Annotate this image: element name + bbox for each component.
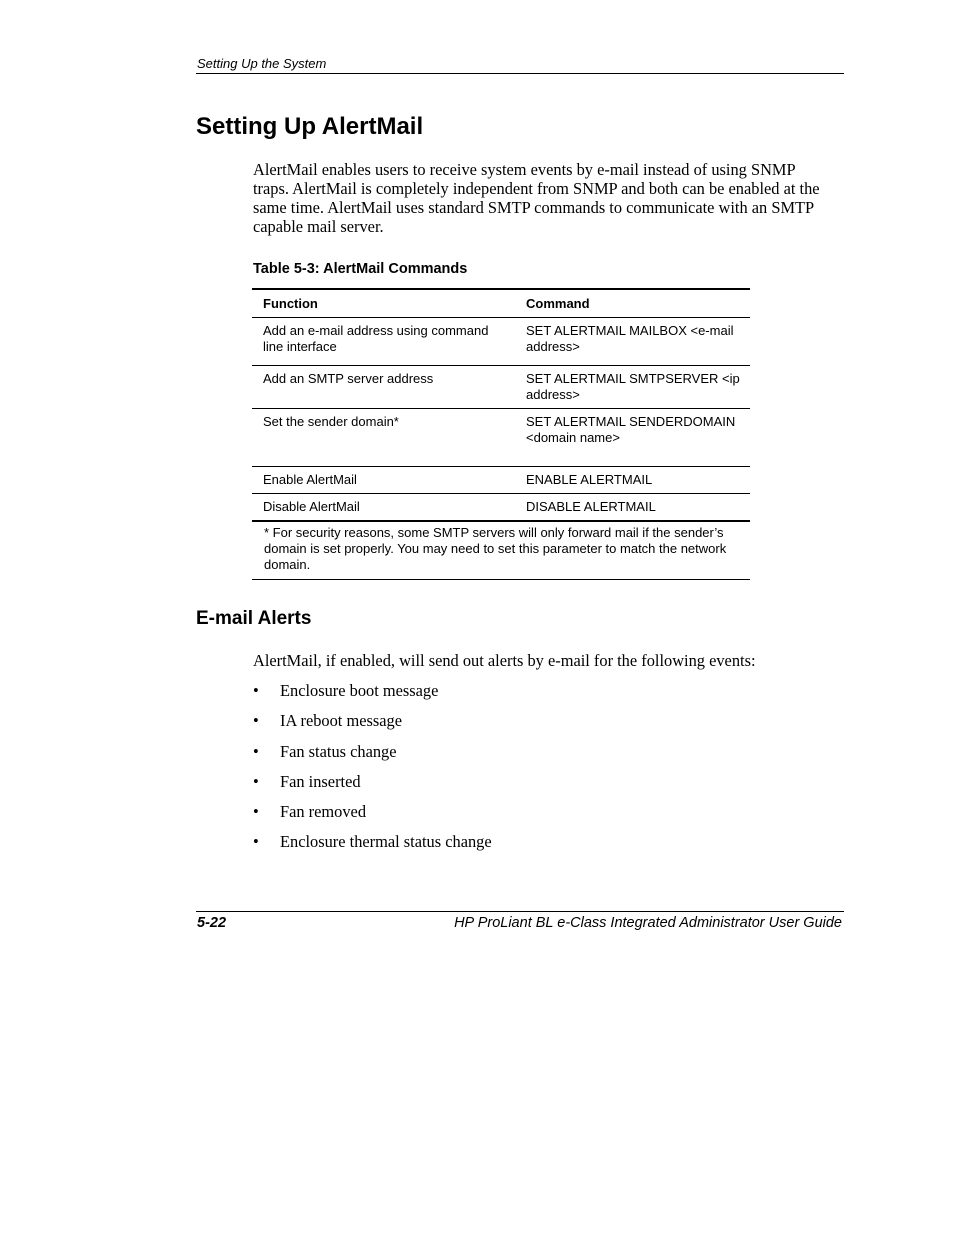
section-heading: E-mail Alerts: [196, 608, 312, 629]
list-item-text: Fan inserted: [280, 771, 361, 791]
table-footnote: * For security reasons, some SMTP servers will only forward mail if the sender’s domain is set properly. You may need to set this parameter to match the network domain.: [252, 521, 750, 580]
header-rule: [196, 73, 844, 74]
table-row: [252, 466, 750, 493]
list-item: [253, 832, 492, 862]
list-item: [253, 681, 492, 711]
list-item: [253, 802, 492, 832]
list-item-text: Fan status change: [280, 741, 397, 761]
column-header-function: Function: [263, 296, 318, 311]
footer-document-title: HP ProLiant BL e-Class Integrated Administrator User Guide: [454, 915, 842, 931]
table-row: [252, 408, 750, 466]
table-row: [252, 365, 750, 408]
alertmail-commands-table: [252, 288, 750, 522]
bullet: •: [253, 771, 259, 791]
command-cell: SET ALERTMAIL SENDERDOMAIN <domain name>: [526, 413, 736, 445]
command-cell: DISABLE ALERTMAIL: [526, 498, 656, 514]
list-item-text: Fan removed: [280, 802, 367, 822]
section-intro: AlertMail, if enabled, will send out alerts by e-mail for the following events:: [253, 651, 756, 670]
table-header-row: [252, 289, 750, 317]
footer-rule: [196, 911, 844, 912]
bullet: •: [253, 802, 259, 822]
column-header-command: Command: [526, 296, 590, 311]
table-caption: Table 5-3: AlertMail Commands: [253, 261, 468, 277]
bullet: •: [253, 711, 259, 731]
list-item-text: Enclosure thermal status change: [280, 832, 492, 852]
running-header: Setting Up the System: [197, 56, 327, 71]
function-cell: Disable AlertMail: [263, 498, 360, 514]
function-cell: Add an SMTP server address: [263, 370, 434, 386]
list-item-text: IA reboot message: [280, 711, 402, 731]
bullet: •: [253, 832, 259, 852]
list-item: [253, 772, 492, 802]
page-number: 5-22: [197, 915, 227, 931]
command-cell: SET ALERTMAIL SMTPSERVER <ip address>: [526, 370, 740, 402]
page-title: Setting Up AlertMail: [196, 113, 424, 140]
command-cell: SET ALERTMAIL MAILBOX <e-mail address>: [526, 322, 734, 354]
function-cell: Set the sender domain*: [263, 413, 399, 429]
intro-paragraph: AlertMail enables users to receive system events by e-mail instead of using SNMP traps. AlertMail is completely independent from SNMP and both can be enabled at the same time. AlertMail uses standard SMTP commands to communicate with an SMTP capable mail server.: [253, 160, 820, 236]
bullet: •: [253, 681, 259, 700]
command-cell: ENABLE ALERTMAIL: [526, 471, 653, 487]
list-item: [253, 742, 492, 772]
list-item: [253, 711, 492, 741]
table-row: [252, 317, 750, 365]
function-cell: Add an e-mail address using command line interface: [263, 322, 489, 354]
list-item-text: Enclosure boot message: [280, 681, 439, 700]
function-cell: Enable AlertMail: [263, 471, 357, 487]
bullet: •: [253, 741, 259, 761]
table-row: [252, 493, 750, 521]
event-list: [253, 681, 492, 863]
